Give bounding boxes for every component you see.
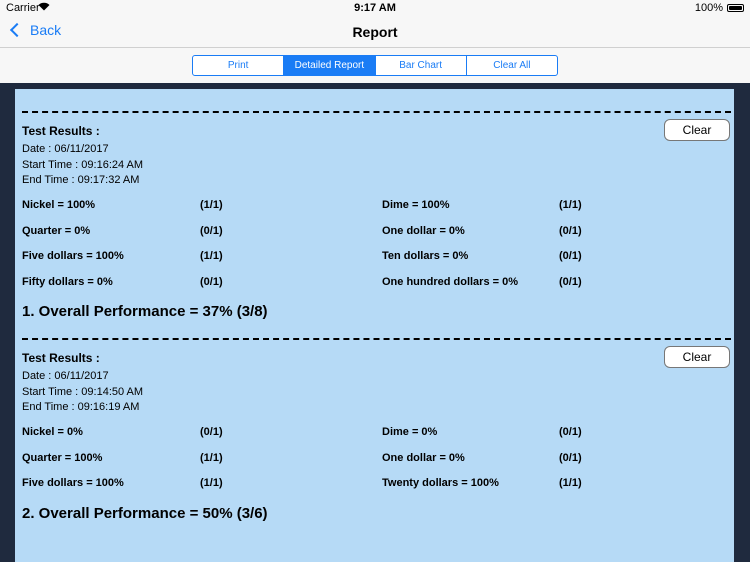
overall-performance: 1. Overall Performance = 37% (3/8): [22, 303, 268, 320]
result-row: [15, 225, 734, 251]
result-row: [15, 276, 734, 302]
results-grid: [15, 199, 734, 301]
result-row: [15, 250, 734, 276]
report-date: Date : 06/11/2017: [22, 143, 109, 155]
report-mode-segmented-control: [192, 55, 558, 76]
results-grid: [15, 426, 734, 503]
report-list[interactable]: [15, 89, 734, 562]
report-start-time: Start Time : 09:16:24 AM: [22, 159, 144, 171]
coin-result: Dime = 0%: [382, 426, 438, 438]
clear-button[interactable]: Clear: [664, 346, 730, 368]
coin-fraction: (1/1): [200, 250, 223, 262]
page-title: Report: [352, 24, 398, 40]
report-date: Date : 06/11/2017: [22, 370, 109, 382]
status-bar: [0, 0, 750, 16]
coin-fraction: (1/1): [200, 199, 223, 211]
coin-result: Twenty dollars = 100%: [382, 477, 499, 489]
coin-result: Five dollars = 100%: [22, 250, 124, 262]
coin-fraction: (1/1): [200, 477, 223, 489]
coin-fraction: (0/1): [559, 426, 582, 438]
report-end-time: End Time : 09:17:32 AM: [22, 174, 140, 186]
coin-result: Ten dollars = 0%: [382, 250, 469, 262]
coin-fraction: (1/1): [559, 477, 582, 489]
coin-fraction: (0/1): [200, 426, 223, 438]
report-header: [15, 113, 734, 199]
segment-detailed-report[interactable]: Detailed Report: [284, 56, 375, 75]
report-header: [15, 340, 734, 426]
carrier-label: Carrier: [6, 2, 40, 14]
coin-result: Fifty dollars = 0%: [22, 275, 113, 288]
coin-fraction: (0/1): [200, 224, 223, 237]
clear-button[interactable]: Clear: [664, 119, 730, 141]
coin-result: One dollar = 0%: [382, 224, 465, 237]
status-time: 9:17 AM: [354, 2, 396, 14]
coin-result: Quarter = 0%: [22, 224, 91, 237]
report-heading: Test Results :: [22, 124, 100, 138]
overall-performance: 2. Overall Performance = 50% (3/6): [22, 504, 268, 522]
nav-bar: [0, 16, 750, 47]
result-row: [15, 477, 734, 503]
segment-bar: [0, 47, 750, 83]
report-heading: Test Results :: [22, 351, 100, 365]
report-end-time: End Time : 09:16:19 AM: [22, 401, 140, 413]
segment-print[interactable]: Print: [193, 56, 284, 75]
coin-fraction: (1/1): [559, 199, 582, 211]
result-row: [15, 452, 734, 478]
coin-result: Nickel = 0%: [22, 426, 83, 438]
coin-result: Nickel = 100%: [22, 199, 96, 211]
coin-result: Dime = 100%: [382, 199, 450, 211]
coin-result: Quarter = 100%: [22, 451, 103, 464]
coin-fraction: (0/1): [200, 275, 223, 288]
coin-fraction: (0/1): [559, 275, 582, 288]
segment-clear-all[interactable]: Clear All: [493, 60, 531, 71]
report-start-time: Start Time : 09:14:50 AM: [22, 386, 144, 398]
coin-fraction: (0/1): [559, 224, 582, 237]
coin-fraction: (1/1): [200, 451, 223, 464]
coin-fraction: (0/1): [559, 250, 582, 262]
segment-bar-chart[interactable]: Bar Chart: [376, 56, 467, 75]
result-row: [15, 199, 734, 225]
battery-icon: [727, 4, 744, 12]
result-row: [15, 426, 734, 452]
coin-result: One dollar = 0%: [382, 451, 465, 464]
coin-result: One hundred dollars = 0%: [382, 275, 519, 288]
battery-percent: 100%: [694, 2, 723, 14]
report-card: [15, 111, 734, 320]
report-card: [15, 338, 734, 522]
back-label: Back: [30, 22, 62, 38]
coin-result: Five dollars = 100%: [22, 477, 124, 489]
coin-fraction: (0/1): [559, 451, 582, 464]
